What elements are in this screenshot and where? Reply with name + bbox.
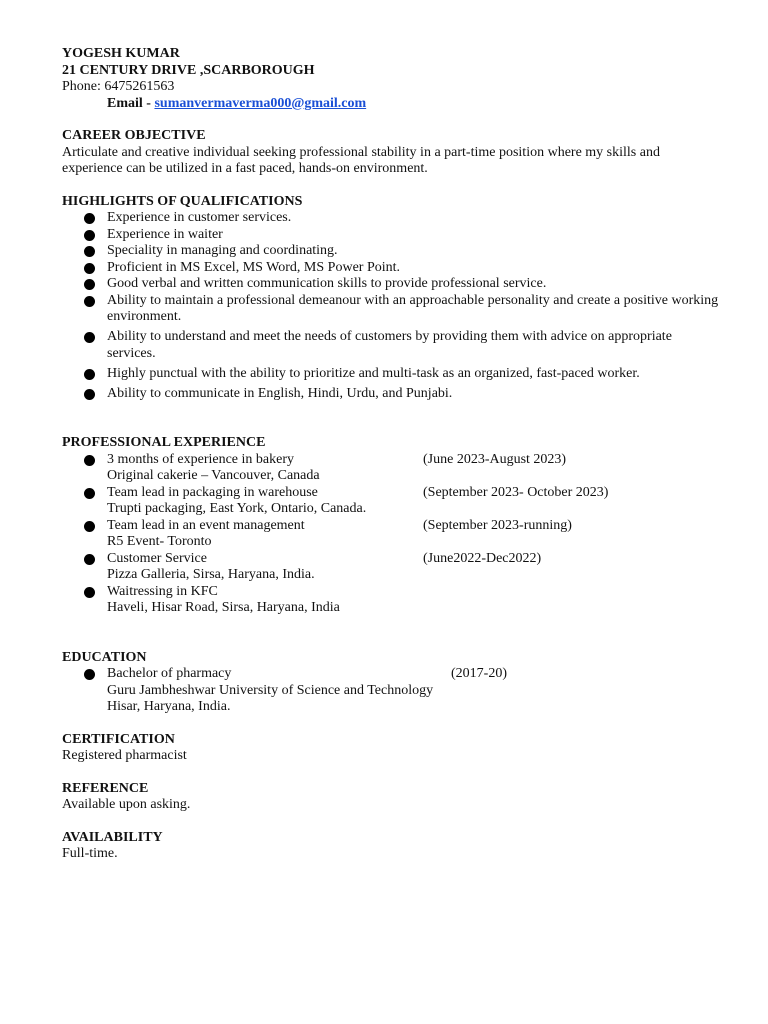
resume-page [62,46,722,863]
bullet-icon [84,246,95,257]
bullet-icon [84,587,95,598]
candidate-address: 21 CENTURY DRIVE ,SCARBOROUGH [62,62,315,78]
list-item: Experience in customer services. [62,210,722,227]
bullet-icon [84,230,95,241]
email-label: Email - [107,95,155,111]
experience-heading: PROFESSIONAL EXPERIENCE [62,435,266,450]
list-item: Good verbal and written communication skills to provide professional service. [62,276,722,293]
certification-text: Registered pharmacist [62,748,187,763]
candidate-phone: Phone: 6475261563 [62,79,175,94]
list-item: Proficient in MS Excel, MS Word, MS Power Point. [62,260,722,277]
reference-text: Available upon asking. [62,797,191,812]
job-role: Team lead in an event management [107,517,305,533]
bullet-icon [84,521,95,532]
job-role: Team lead in packaging in warehouse [107,484,318,500]
education-list [62,666,722,716]
experience-list [62,452,722,617]
university-location: Hisar, Haryana, India. [107,699,231,714]
job-role: 3 months of experience in bakery [107,451,294,467]
email-link[interactable]: sumanvermaverma000@gmail.com [154,95,367,111]
list-item: Speciality in managing and coordinating. [62,243,722,260]
list-item [62,666,722,716]
list-item: Experience in waiter [62,227,722,244]
list-item [62,551,722,584]
bullet-icon [84,389,95,400]
job-dates: (September 2023-running) [423,517,572,533]
availability-text: Full-time. [62,846,118,861]
list-item: Ability to maintain a professional demeanour with an approachable personality and create a positive working environment. [62,293,722,326]
job-place: Trupti packaging, East York, Ontario, Canada. [107,501,367,516]
education-dates: (2017-20) [451,666,507,681]
career-objective-heading: CAREER OBJECTIVE [62,128,206,143]
highlights-list [62,210,722,402]
job-dates: (September 2023- October 2023) [423,484,609,500]
list-item [62,485,722,518]
list-item: Ability to understand and meet the needs of customers by providing them with advice on appropriate services. [62,329,722,362]
bullet-icon [84,213,95,224]
highlights-heading: HIGHLIGHTS OF QUALIFICATIONS [62,193,303,209]
career-objective-text: Articulate and creative individual seeking professional stability in a part-time position where my skills and experience can be utilized in a fast paced, hands-on environment. [62,144,660,176]
bullet-icon [84,488,95,499]
bullet-icon [84,296,95,307]
email-line [62,96,722,113]
education-heading: EDUCATION [62,649,147,665]
bullet-icon [84,332,95,343]
list-item [62,584,722,617]
degree: Bachelor of pharmacy [107,666,232,681]
job-place: Pizza Galleria, Sirsa, Haryana, India. [107,567,315,582]
availability-heading: AVAILABILITY [62,829,163,845]
candidate-name: YOGESH KUMAR [62,46,180,61]
reference-heading: REFERENCE [62,780,149,796]
job-place: Original cakerie – Vancouver, Canada [107,468,320,483]
bullet-icon [84,669,95,680]
job-dates: (June2022-Dec2022) [423,550,542,566]
bullet-icon [84,455,95,466]
job-role: Waitressing in KFC [107,583,218,599]
certification-heading: CERTIFICATION [62,731,175,747]
job-role: Customer Service [107,550,207,566]
list-item: Highly punctual with the ability to prioritize and multi-task as an organized, fast-paced worker. [62,366,722,383]
job-place: Haveli, Hisar Road, Sirsa, Haryana, India [107,600,340,615]
university: Guru Jambheshwar University of Science and Technology [107,682,434,698]
job-dates: (June 2023-August 2023) [423,451,567,467]
bullet-icon [84,554,95,565]
bullet-icon [84,279,95,290]
list-item: Ability to communicate in English, Hindi, Urdu, and Punjabi. [62,386,722,403]
list-item [62,518,722,551]
list-item [62,452,722,485]
bullet-icon [84,263,95,274]
job-place: R5 Event- Toronto [107,534,212,549]
bullet-icon [84,369,95,380]
